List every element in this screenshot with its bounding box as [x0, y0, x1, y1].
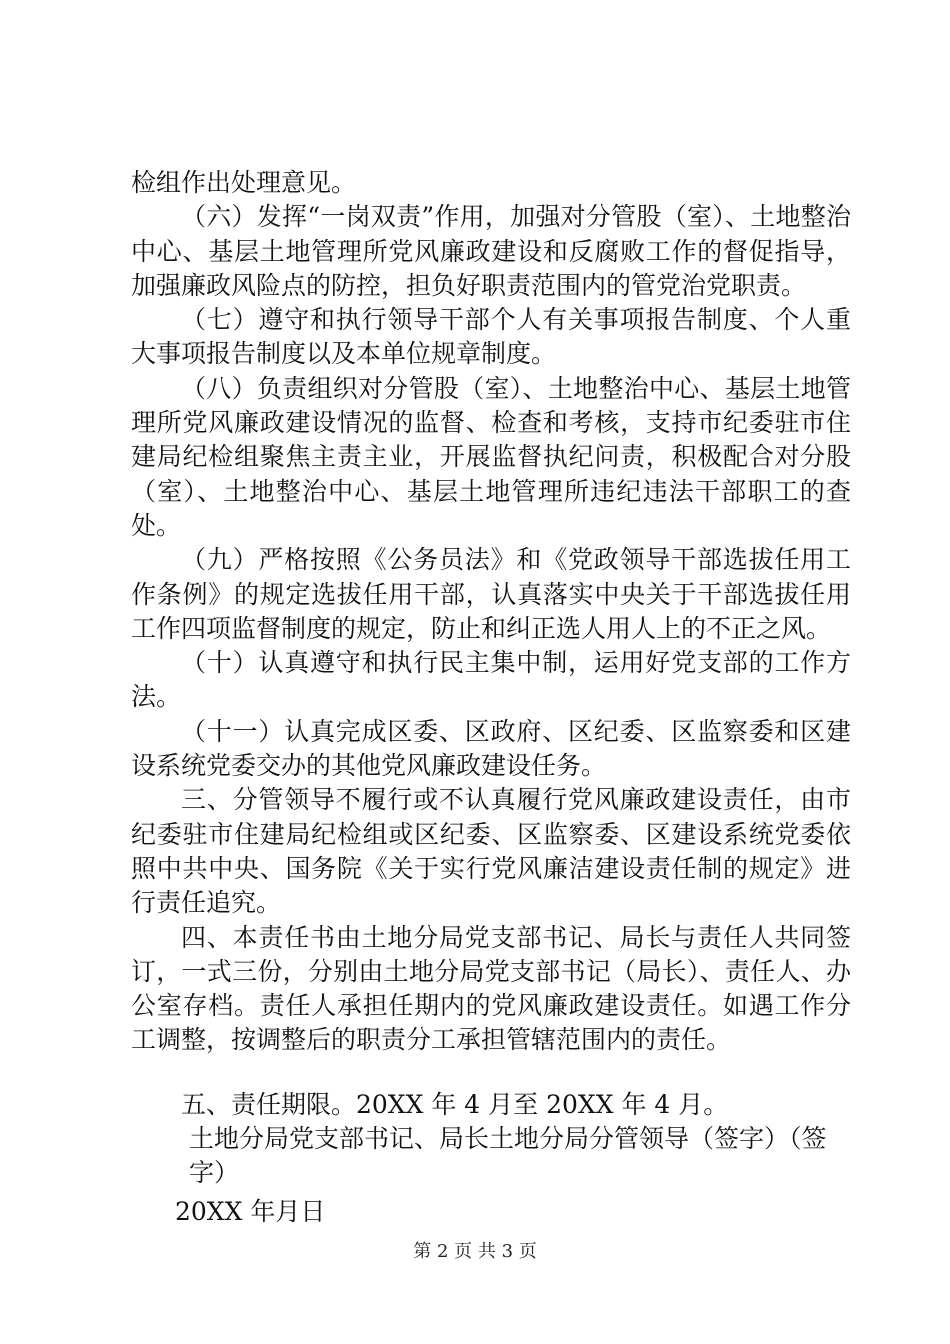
paragraph-item-11: （十一）认真完成区委、区政府、区纪委、区监察委和区建设系统党委交办的其他党风廉政建设任务。 [131, 716, 851, 781]
paragraph-item-8: （八）负责组织对分管股（室）、土地整治中心、基层土地管理所党风廉政建设情况的监督、检查和考核，支持市纪委驻市住建局纪检组聚焦主责主业，开展监督执纪问责，积极配合对分股（室）、土地整治中心、基层土地管理所违纪违法干部职工的查处。 [131, 373, 851, 540]
section-four: 四、本责任书由土地分局党支部书记、局长与责任人共同签订，一式三份，分别由土地分局党支部书记（局长）、责任人、办公室存档。责任人承担任期内的党风廉政建设责任。如遇工作分工调整，按调整后的职责分工承担管辖范围内的责任。 [131, 922, 851, 1055]
document-body [131, 166, 851, 1229]
signature-block: 土地分局党支部书记、局长土地分局分管领导（签字）（签字） [189, 1124, 827, 1188]
paragraph-item-9: （九）严格按照《公务员法》和《党政领导干部选拔任用工作条例》的规定选拔任用干部，认真落实中央关于干部选拔任用工作四项监督制度的规定，防止和纠正选人用人上的不正之风。 [131, 545, 851, 643]
section-three: 三、分管领导不履行或不认真履行党风廉政建设责任，由市纪委驻市住建局纪检组或区纪委、区监察委、区建设系统党委依照中共中央、国务院《关于实行党风廉洁建设责任制的规定》进行责任追究。 [131, 785, 851, 918]
paragraph-continuation: 检组作出处理意见。 [131, 168, 357, 197]
paragraph-item-10: （十）认真遵守和执行民主集中制，运用好党支部的工作方法。 [131, 648, 851, 712]
paragraph-item-6: （六）发挥“一岗双责”作用，加强对分管股（室）、土地整治中心、基层土地管理所党风廉政建设和反腐败工作的督促指导，加强廉政风险点的防控，担负好职责范围内的管党治党职责。 [131, 202, 851, 300]
signature-date: 20XX 年月日 [175, 1196, 326, 1226]
paragraph-item-7: （七）遵守和执行领导干部个人有关事项报告制度、个人重大事项报告制度以及本单位规章制度。 [131, 305, 851, 369]
section-five-term: 五、责任期限。20XX 年 4 月至 20XX 年 4 月。 [181, 1089, 729, 1119]
page-footer: 第 2 页 共 3 页 [413, 1241, 537, 1262]
spacer [131, 1058, 851, 1088]
